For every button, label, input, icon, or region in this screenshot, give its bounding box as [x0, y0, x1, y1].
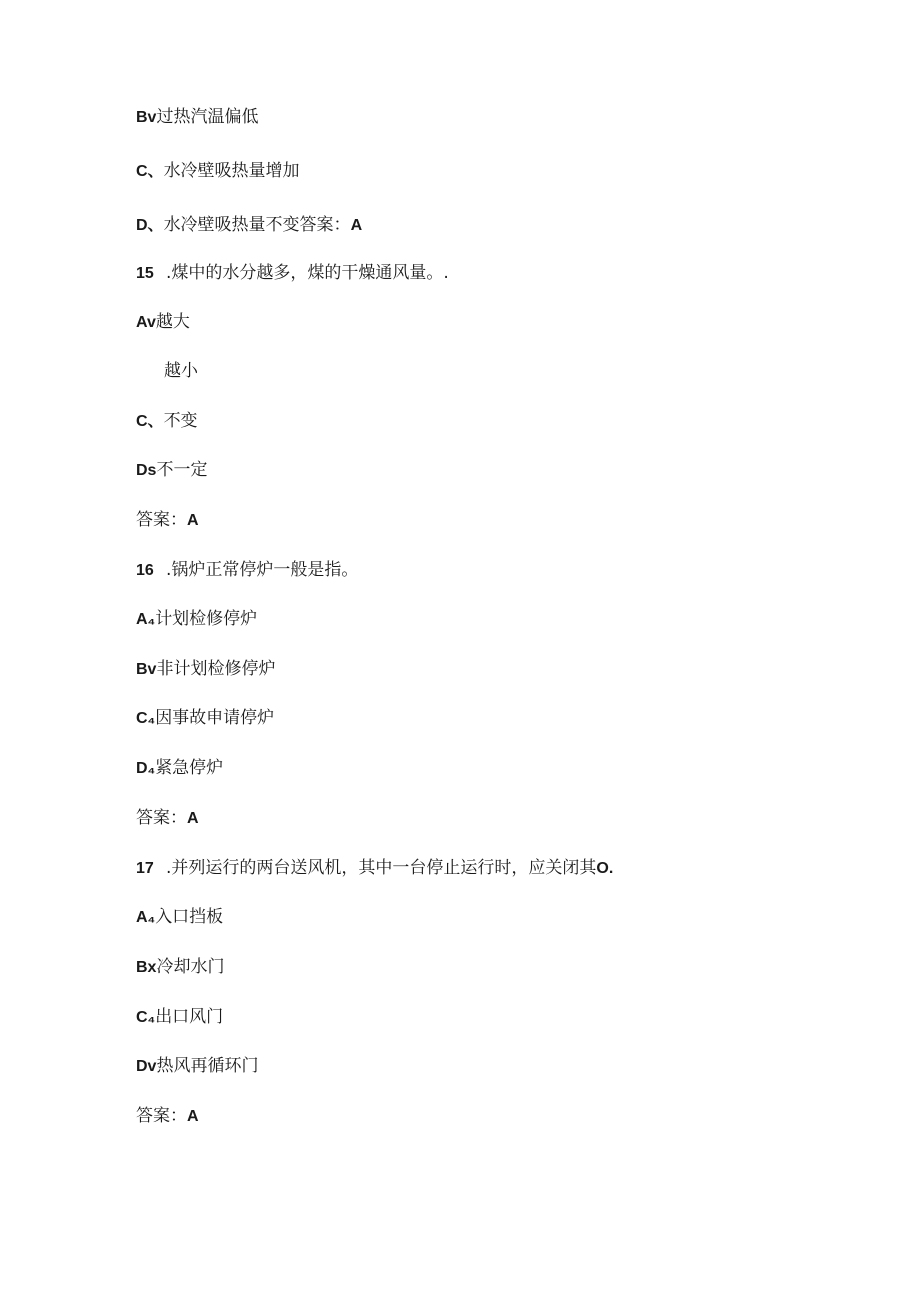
- option-c-q16: [136, 707, 274, 730]
- option-a-q16: [136, 608, 257, 631]
- question-16: [136, 559, 358, 582]
- option-label: A₄: [136, 909, 156, 926]
- option-text: 过热汽温偏低: [156, 107, 259, 127]
- option-b-q17: [136, 956, 224, 979]
- answer-q15: [136, 509, 199, 532]
- answer-value: A: [350, 217, 363, 234]
- option-label: Bv: [136, 109, 157, 126]
- option-label: Ds: [136, 462, 157, 479]
- option-text: 计划检修停炉: [155, 609, 258, 629]
- option-label: A₄: [136, 611, 156, 628]
- option-text: 因事故申请停炉: [155, 708, 275, 728]
- question-blank: O.: [596, 860, 614, 877]
- option-text: 热风再循环门: [156, 1056, 259, 1076]
- answer-label: 答案：: [136, 510, 187, 530]
- answer-value: A: [187, 512, 199, 529]
- option-d-q15: [136, 459, 207, 482]
- question-15: [136, 262, 449, 285]
- question-number: 17: [136, 860, 154, 877]
- option-b-q14: [136, 106, 258, 129]
- option-text: 水冷壁吸热量增加: [163, 161, 300, 181]
- option-text: 水冷壁吸热量不变答案：: [163, 215, 351, 235]
- option-a-q15: [136, 311, 190, 334]
- answer-value: A: [187, 810, 199, 827]
- answer-label: 答案：: [136, 1106, 187, 1126]
- option-label: D₄: [136, 760, 156, 777]
- answer-value: A: [187, 1108, 199, 1125]
- option-b-q15: [164, 360, 198, 382]
- question-text: .并列运行的两台送风机，其中一台停止运行时，应关闭其: [166, 858, 597, 878]
- option-text: 入口挡板: [155, 907, 224, 927]
- option-a-q17: [136, 906, 223, 929]
- option-label: C、: [136, 163, 164, 180]
- question-text: .锅炉正常停炉一般是指。: [166, 560, 359, 580]
- option-label: Av: [136, 314, 156, 331]
- question-text: .煤中的水分越多，煤的干燥通风量。.: [166, 263, 449, 283]
- option-b-q16: [136, 658, 275, 681]
- option-label: Bv: [136, 661, 157, 678]
- option-text: 越大: [155, 312, 190, 332]
- option-text: 紧急停炉: [155, 758, 224, 778]
- answer-q17: [136, 1105, 199, 1128]
- option-text: 出口风门: [155, 1007, 224, 1027]
- option-label: Dv: [136, 1058, 157, 1075]
- option-label: D、: [136, 217, 164, 234]
- option-text: 非计划检修停炉: [156, 659, 276, 679]
- answer-label: 答案：: [136, 808, 187, 828]
- option-label: C₄: [136, 710, 156, 727]
- question-17: [136, 857, 613, 880]
- question-number: 16: [136, 562, 154, 579]
- option-label: C₄: [136, 1009, 156, 1026]
- option-d-q17: [136, 1055, 258, 1078]
- option-d-q14: [136, 214, 362, 237]
- option-c-q17: [136, 1006, 223, 1029]
- option-c-q14: [136, 160, 300, 183]
- question-number: 15: [136, 265, 154, 282]
- answer-q16: [136, 807, 199, 830]
- option-text: 不一定: [156, 460, 208, 480]
- option-label: Bx: [136, 959, 157, 976]
- option-c-q15: [136, 410, 198, 433]
- option-text: 越小: [164, 361, 198, 381]
- option-text: 不变: [163, 411, 198, 431]
- option-label: C、: [136, 413, 164, 430]
- option-text: 冷却水门: [156, 957, 225, 977]
- option-d-q16: [136, 757, 223, 780]
